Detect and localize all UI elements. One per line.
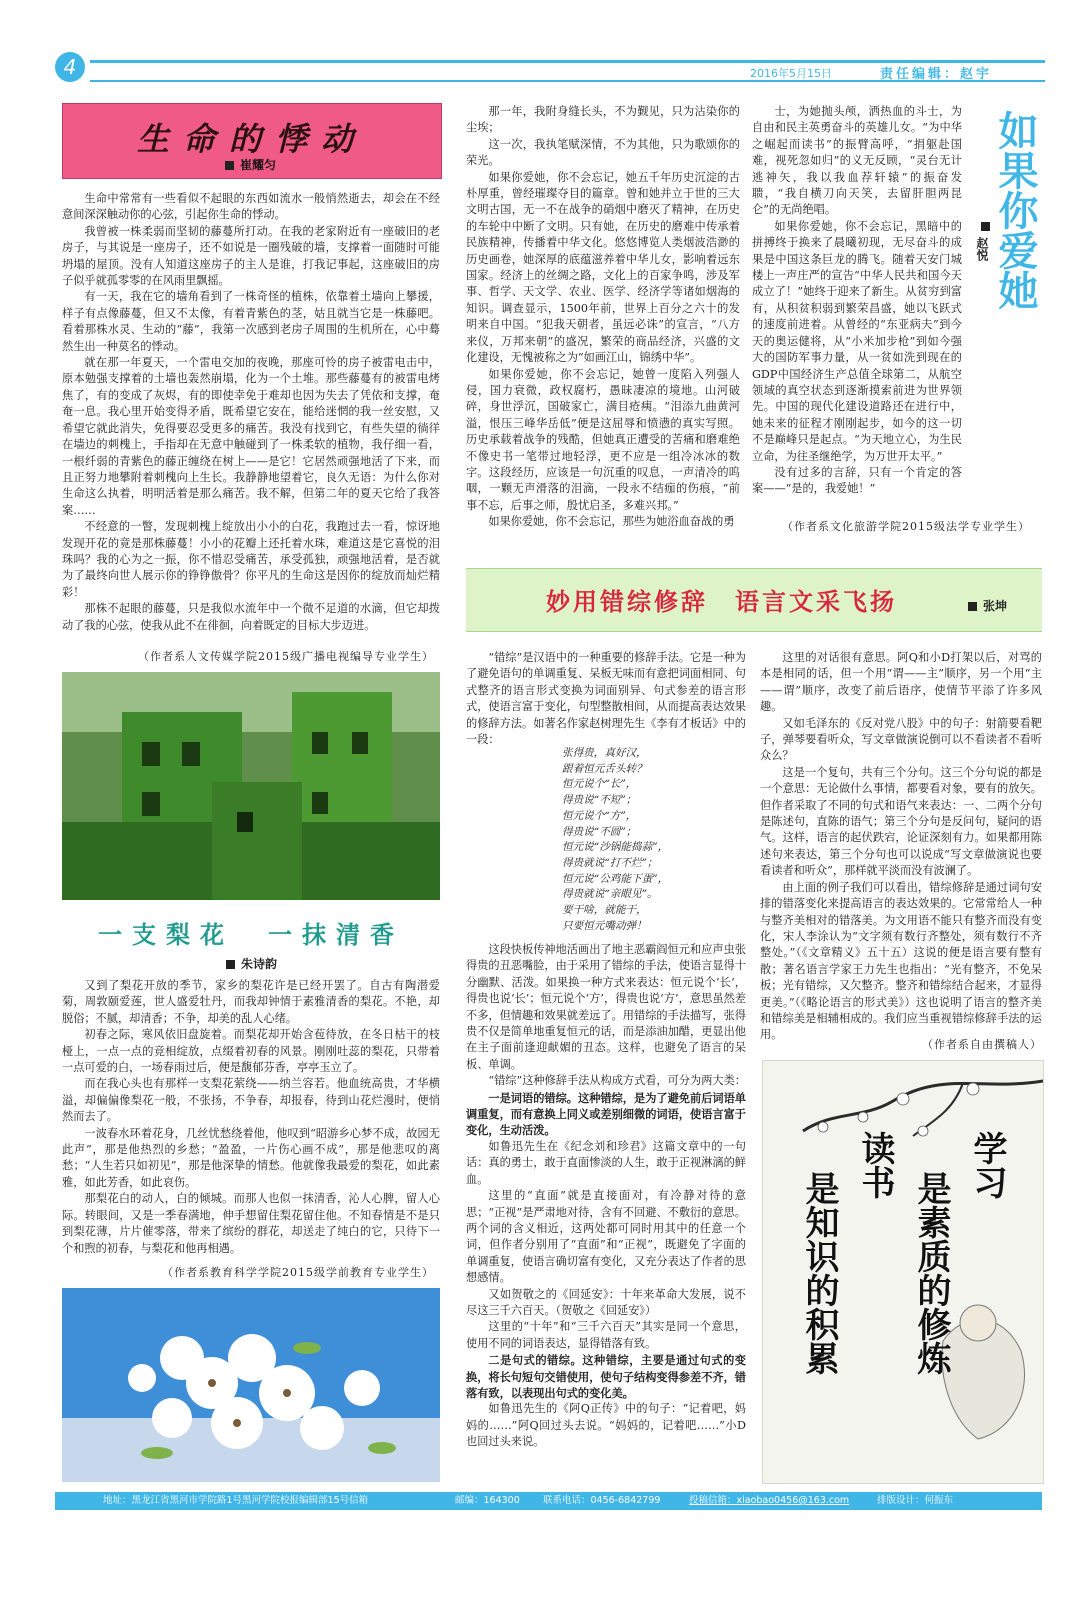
footer-phone: 联系电话：0456-6842799 [543,1495,661,1506]
article1-author-name: 崔耀匀 [240,158,277,172]
footer-postcode: 邮编：164300 [455,1495,520,1506]
article3-right-body [760,650,1042,1044]
column3-body [752,104,962,498]
square-bullet-icon [968,602,977,611]
paragraph: 由上面的例子我们可以看出，错综修辞是通过词句安排的错落变化来提高语言的表达效果的。它常常给人一种与整齐美相对的错落美。为文用语不能只有整齐而没有变化，宋人李涂认为“文字须有数行齐整处，须有数行不齐整处。”（《文章精义》五十五）这说的便是语言要有整有散；著名语言学家王力先生也指出：“光有整齐，不免呆板；光有错综，又欠整齐。整齐和错综结合起来，才显得更美。”（《略论语言的形式美》）这也说明了语言的整齐美和错综美是相辅相成的。我们应当重视错综修辞手法的运用。 [760,880,1042,1042]
paragraph: 如果你爱她，你不会忘记，黑暗中的拼搏终于换来了晨曦初现，无尽奋斗的成果是中国这条巨龙的腾飞。随着天安门城楼上一声庄严的宣告“中华人民共和国今天成立了！”她终于迎来了新生。从贫穷到富有，从积贫积弱到繁荣昌盛，她以飞跃式的速度前进着。从曾经的“东亚病夫”到今天的奥运健将，从“小米加步枪”到如今强大的国防军事力量，从一贫如洗到现在的GDP中国经济生产总值全球第二，从航空领域的真空状态到逐渐摸索前进为世界领先。中国的现代化建设道路还在进行中，她未来的征程才刚刚起步，如今的这一切不是巅峰只是起点。“为天地立心，为生民立命，为往圣继绝学，为万世开太平。” [752,219,962,463]
article-vertical-title: 如果你爱她 [992,110,1039,310]
article3-title-bar [466,568,1042,632]
paragraph: 那一年，我附身缝长头，不为觐见，只为沾染你的尘埃； [466,105,740,135]
article2-body [62,978,440,1257]
paragraph: 又如贺敬之的《回延安》：十年来革命大发展，说不尽这三千六百天。（贺敬之《回延安》） [466,1287,746,1317]
paragraph: 如鲁迅先生在《纪念刘和珍君》这篇文章中的一句话：真的勇士，敢于直面惨淡的人生，敢于正视淋漓的鲜血。 [466,1139,746,1186]
paragraph: 一波春水环着花身，几丝忧愁绕着他，他叹到“昭游乡心梦不成，故园无此声”，那是他热烈的乡愁；“盈盈，一片伤心画不成”，那是他悲叹的离愁；“人生若只如初见”，那是他深挚的情愁。他就像我最爱的梨花，如此素雅，如此芳香，如此哀伤。 [62,1126,440,1189]
article3-byline: （作者系自由撰稿人） [922,1038,1042,1051]
paragraph: 这是一个复句，共有三个分句。这三个分句说的都是一个意思：无论做什么事情，都要看对象，要有的放矢。但作者采取了不同的句式和语气来表达：一、二两个分句是陈述句，直陈的语气；第三个分句是反问句，疑问的语气。这样，语言的起伏跌宕，论证深刻有力。如果都用陈述句来表达，第三个分句也可以说成“写文章做演说也要看读者和听众”，那样就平淡而没有波澜了。 [760,765,1042,878]
paragraph: 如鲁迅先生的《阿Q正传》中的句子：“记着吧，妈妈的……”阿Q回过头去说。“妈妈的，记着吧……”小D也回过头来说。 [466,1402,746,1449]
paragraph: 我曾被一株柔弱而坚韧的藤蔓所打动。在我的老家附近有一座破旧的老房子，与其说是一座房子，还不如说是一圈残破的墙，支撑着一面随时可能坍塌的屋顶。没有人知道这座房子的主人是谁，打我记事起，这座破旧的房子似乎就孤零零的在风雨里飘摇。 [62,224,440,288]
header-date: 2016年5月15日 [750,67,832,80]
article2-title: 一支梨花 一抹清香 [98,920,404,949]
poem-line: 得贵说“不短”； [562,794,637,807]
page-number-badge: 4 [55,52,85,82]
footer-designer: 排版设计：何振东 [877,1495,954,1506]
poem-block [562,746,746,934]
paragraph: 生命中常常有一些看似不起眼的东西如流水一般悄然逝去，却会在不经意间深深触动你的心弦，引起你生命的悸动。 [62,192,440,222]
article2-author-name: 朱诗韵 [241,957,278,971]
article2-author [226,955,277,972]
paragraph: 一是词语的错综。这种错综，是为了避免前后词语单调重复，而有意换上同义或差别细微的词语，使语言富于变化，生动活泼。 [466,1090,746,1138]
article1-author [225,156,276,173]
paragraph: “错综”这种修辞手法从构成方式看，可分为两大类： [488,1074,746,1088]
article2-byline: （作者系教育科学学院2015级学前教育专业学生） [162,1266,434,1279]
article3-left-body [466,650,746,748]
paragraph: 这段快板传神地活画出了地主恶霸阎恒元和应声虫张得贵的丑恶嘴脸，由于采用了错综的手法，使语言显得十分幽默、活泼。如果换一种方式来表达：恒元说个‘长’，得贵也说‘长’；恒元说个‘方’，得贵也说‘方’，意思虽然差不多，但情趣和效果就差远了。用错综的手法描写，张得贵不仅是简单地重复恒元的话，而是添油加醋，更显出他在主子面前逢迎献媚的丑态。这样，也避免了语言的呆板、单调。 [466,943,746,1071]
article1-body [62,191,440,634]
poem-line: 恒元说“沙锅能捣蒜”， [562,841,669,854]
pear-blossom-illustration [62,1288,440,1482]
paragraph: 如果你爱她，你不会忘记，那些为她浴血奋战的勇 [488,515,735,529]
paragraph: 而在我心头也有那样一支梨花萦绕——纳兰容若。他血统高贵，才华横溢，却偏偏像梨花一般，不张扬，不争春，却报春，待到山花烂漫时，便悄然而去了。 [62,1077,440,1124]
paragraph: 这里的“直面”就是直接面对，有冷静对待的意思；“正视”是严肃地对待，含有不回避、不敷衍的意思。两个词的含义相近，这两处都可同时用其中的任意一个词，但作者分别用了“直面”和“正视”，既避免了字面的单调重复，使语言确切富有变化，又充分表达了作者的思想感情。 [466,1189,746,1285]
ivy-houses-illustration [62,672,440,900]
square-bullet-icon [225,161,234,170]
footer-email[interactable]: 投稿信箱：xiaobao0456@163.com [689,1495,850,1506]
poem-line: 跟着恒元舌头转？ [562,762,647,775]
vertical-author-name: 赵悦 [975,237,989,261]
article3-title: 妙用错综修辞 语言文采飞扬 [546,587,897,616]
ad-line-study: 学习 [967,1131,1007,1199]
ad-line-knowledge: 是知识的积累 [799,1171,839,1375]
article3-author-name: 张坤 [983,599,1008,613]
article3-author [968,597,1007,614]
article1-byline: （作者系人文传媒学院2015级广播电视编导专业学生） [138,650,434,663]
paragraph: 士，为她抛头颅，洒热血的斗士，为自由和民主英勇奋斗的英雄儿女。“为中华之崛起而读书”的振臂高呼，“捐躯赴国难，视死忽如归”的义无反顾，“灵台无计逃神矢，我以我血荐轩辕”的振奋发聩，“我自横刀向天笑，去留肝胆两昆仑”的无尚绝唱。 [752,105,962,217]
paragraph: “错综”是汉语中的一种重要的修辞手法。它是一种为了避免语句的单调重复、呆板无味而有意把词面相同、句式整齐的语言形式变换为词面别异、句式参差的语言形式，使语言富于变化，句型整散相间，从而提高表达效果的修辞方法。如著名作家赵树理先生《李有才板话》中的一段： [466,651,746,747]
paragraph: 那株不起眼的藤蔓，只是我似水流年中一个微不足道的水滴，但它却拨动了我的心弦，使我从此不在徘徊，向着既定的目标大步迈进。 [62,602,440,632]
paragraph: 又如毛泽东的《反对党八股》中的句子：射箭要看靶子，弹琴要看听众，写文章做演说倒可以不看读者不看听众么？ [760,716,1042,763]
paragraph: 不经意的一瞥，发现刺槐上绽放出小小的白花，我跑过去一看，惊讶地发现开花的竟是那株藤蔓！小小的花瓣上还托着水珠，难道这是它喜悦的泪珠吗？我的心为之一振，你不惜忍受痛苦，承受孤独，顽强地活着，是否就为了最终向世人展示你的铮铮傲骨？你平凡的生命这是因你的绽放而灿烂精彩！ [62,520,440,599]
paragraph: 那梨花白的动人，白的倾城。而那人也似一抹清香，沁人心脾，留人心际。转眼间，又是一季春满地，伸手想留住梨花留住他。不知春情是不是只到梨花薄，片片催零落，带来了缤纷的群花，却送走了纯白的它，只待下一个和煦的初春，与梨花和他再相遇。 [62,1192,440,1255]
poem-line: 恒元说个“方”， [562,809,637,822]
paragraph: 如果你爱她，你不会忘记，她五千年历史沉淀的古朴厚重，曾经璀璨夺目的篇章。曾和她并立于世的三大文明古国，无一不在战争的硝烟中磨灭了精神，在历史的车轮中中断了文明。只有她，在历史的磨难中传承着民族精神，传播着中华文化。悠悠博览人类烟波浩渺的历史画卷，她深厚的底蕴滋养着中华儿女，影响着远东国家。经济上的丝绸之路，文化上的百家争鸣，涉及军事、哲学、天文学、农业、医学、经济学等诸如烟海的知识。调查显示，1500年前，世界上百分之六十的发明来自中国。“犯我天朝者，虽远必诛”的宣言，“八方来仪，万邦来朝”的盛况，繁荣的商品经济，兴盛的文化建设，无愧被称之为“如画江山，锦绣中华”。 [466,170,740,365]
ivy-houses-photo [62,672,440,900]
article1-title-box [62,103,442,179]
paragraph: 二是句式的错综。这种错综，主要是通过句式的变换，将长句短句交错使用，使句子结构变得参差不齐，错落有致，以表现出句式的变化美。 [466,1353,746,1400]
square-bullet-icon [226,960,235,969]
article-vertical-byline: （作者系文化旅游学院2015级法学专业学生） [782,520,1030,533]
poem-line: 得贵就说“亲眼见”。 [562,888,658,901]
ad-line-quality: 是素质的修炼 [911,1171,951,1375]
paragraph: 就在那一年夏天，一个雷电交加的夜晚，那座可怜的房子被雷电击中，原本勉强支撑着的土墙也轰然崩塌，化为一个土堆。那些藤蔓有的被雷电烤焦了，有的变成了灰烬，有的即使幸免于难却也因为失去了凭依和支撑，奄奄一息。我心里开始变得矛盾，既希望它安在，能给迷惘的我一丝安慰，又希望它就此消失，免得要忍受更多的痛苦。我没有找到它，有些失望的徜徉在墙边的刺槐上，手指却在无意中触碰到了一株柔软的植物，我仔细一看，一根纤弱的青紫色的藤正缠绕在树上——是它！它居然顽强地活了下来，而且正努力地攀附着刺槐向上生长。我静静地望着它，良久无语：为什么你对生命这么执着，明明活着是那么痛苦。我不解，但第二年的夏天它给了我答案…… [62,356,440,517]
footer-bar [55,1492,1042,1510]
paragraph: 这一次，我执笔赋深情，不为其他，只为歌颂你的荣光。 [466,137,740,168]
poem-line: 要干啥，就能干， [562,904,647,917]
poem-line: 恒元说“公鸡能下蛋”， [562,872,669,885]
poem-line: 恒元说个“长”， [562,778,637,791]
square-bullet-icon [981,222,990,231]
poem-line: 张得贵，真好汉， [562,747,647,759]
paragraph: 又到了梨花开放的季节，家乡的梨花许是已经开罢了。自古有陶潜爱菊，周敦颐爱莲，世人盛爱牡丹，而我却钟情于素雅清香的梨花。不艳，却脱俗；不腻，却清香；不争，却美的乱人心绪。 [62,979,440,1025]
article1-title: 生命的悸动 [136,120,367,158]
paragraph: 有一天，我在它的墙角看到了一株奇怪的植株，依靠着土墙向上攀援，样子有点像藤蔓，但又不太像，有着青紫色的茎，姑且就当它是一株藤吧。看着那株水灵、生动的“藤”，我第一次感到老房子周围的生机所在，心中蓦然生出一种莫名的悸动。 [62,290,440,353]
article3-left-body-continued [466,942,746,1451]
column2-body [466,104,740,531]
ad-line-reading: 读书 [855,1131,895,1199]
header-editor: 责任编辑：赵宇 [880,67,993,82]
poem-line: 得贵说“不圆”； [562,825,637,838]
poem-line: 只要恒元嘴动弹！ [562,919,647,932]
paragraph: 没有过多的言辞，只有一个肯定的答案——“是的，我爱她！” [752,465,962,496]
footer-address: 地址：黑龙江省黑河市学院路1号黑河学院校报编辑部15号信箱 [103,1495,369,1506]
paragraph: 这里的对话很有意思。阿Q和小D打架以后，对骂的本是相同的话，但一个用“谓——主”顺序，另一个用“主——谓”顺序，改变了前后语序，使情节平添了许多风趣。 [760,651,1042,714]
page-header [50,50,1045,92]
paragraph: 如果你爱她，你不会忘记，她曾一度陷入列强人侵，国力衰微，政权腐朽，愚昧凄凉的境地。山河破碎，身世浮沉，国破家亡，满目疮痍。“泪添九曲黄河溢，恨压三峰华岳低”便是这屈辱和愤懑的真实写照。历史承载着战争的残酷，但她真正遭受的苦痛和磨难绝不像史书一笔带过地轻浮，更不应是一组冷冰冰的数字。这段经历，应该是一句沉重的叹息，一声清冷的呜咽，一颗无声滑落的泪滴，一段永不结痂的伤痕，“前事不忘，后事之师，殷忧启圣，多难兴邦。” [466,367,740,512]
poem-line: 得贵就说“打不烂”； [562,856,658,869]
paragraph: 初春之际，寒风依旧盘旋着。而梨花却开始含苞待放，在冬日枯干的枝桠上，一点一点的竞相绽放，点缀着初春的风景。刚刚吐蕊的梨花，只带着一点可爱的白，一场春雨过后，便是馥郁芬香，亭亭玉立了。 [62,1028,440,1075]
paragraph: 这里的“十年”和“三千六百天”其实是同一个意思，使用不同的词语表达，显得错落有致。 [466,1320,746,1350]
vertical-author [974,222,991,261]
calligraphy-ad [762,1060,1044,1484]
pear-blossom-photo [62,1288,440,1482]
